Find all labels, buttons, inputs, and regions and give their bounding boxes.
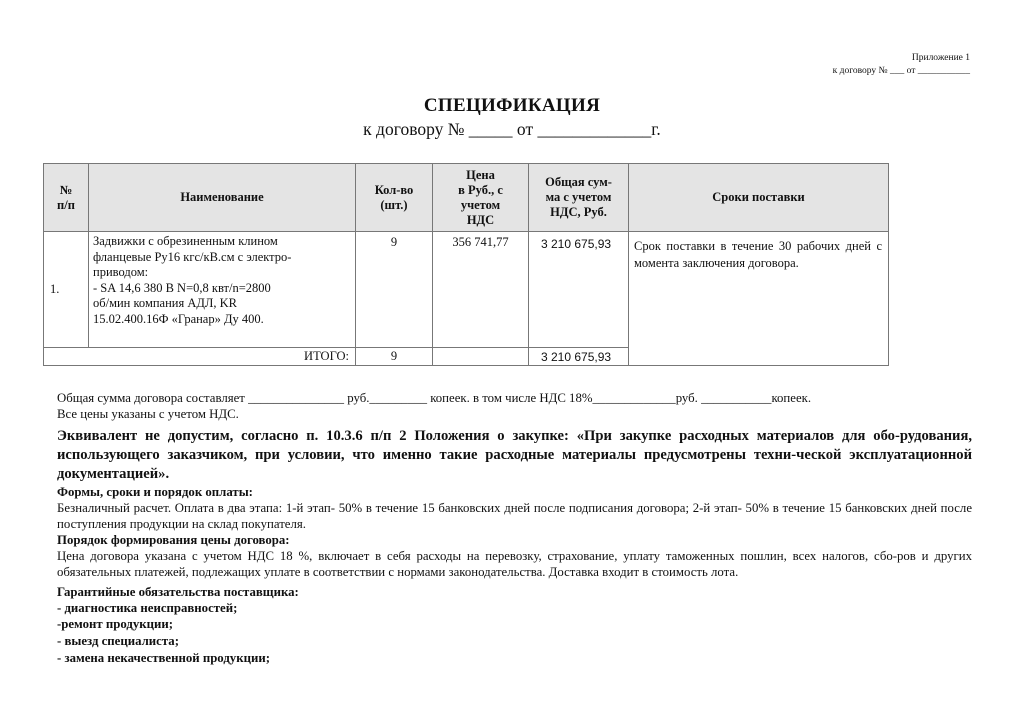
header-quantity: Кол-во (шт.) [356, 164, 433, 232]
header-name: Наименование [89, 164, 356, 232]
total-sum: 3 210 675,93 [529, 348, 629, 366]
contract-sum-line: Общая сумма договора составляет _______________ руб._________ копеек. в том числе НДС 18%_____________руб. ___________копеек. [57, 391, 812, 405]
appendix-number: Приложение 1 [911, 53, 970, 63]
total-quantity: 9 [356, 348, 433, 366]
appendix-reference [833, 52, 970, 78]
equivalent-note: Эквивалент не допустим, согласно п. 10.3.6 п/п 2 Положения о закупке: «При закупке расходных материалов для обо-рудования, использующего заказчиком, при условии, что именно такие расходные материалы предусмотрены техни-ческой эксплуатационной документацией». [57, 428, 972, 482]
warranty-item: -ремонт продукции; [57, 617, 174, 631]
header-total-sum: Общая сум- ма с учетом НДС, Руб. [529, 164, 629, 232]
total-label: ИТОГО: [44, 348, 356, 366]
header-price: Цена в Руб., с учетом НДС [433, 164, 529, 232]
header-delivery-terms: Сроки поставки [629, 164, 889, 232]
row-number: 1. [44, 232, 89, 348]
table-header-row [44, 164, 889, 232]
row-item-name: Задвижки с обрезиненным клином фланцевые Ру16 кгс/кВ.см с электро- приводом: - SA 14,6 380 В N=0,8 квт/n=2800 об/мин компания АДЛ, KR 15.02.400.16Ф «Гранар» Ду 400. [89, 232, 356, 348]
warranty-heading: Гарантийные обязательства поставщика: [57, 585, 299, 599]
payment-text: Безналичный расчет. Оплата в два этапа: 1-й этап- 50% в течение 15 банковских дней после подписания договора; 2-й этап- 50% в течение 15 банковских дней после поступления продукции на склад покупателя. [57, 501, 972, 531]
pricing-heading: Порядок формирования цены договора: [57, 533, 290, 547]
payment-heading: Формы, сроки и порядок оплаты: [57, 485, 253, 499]
warranty-item: - диагностика неисправностей; [57, 601, 238, 615]
header-number: № п/п [44, 164, 89, 232]
total-price-empty [433, 348, 529, 366]
row-total-sum: 3 210 675,93 [529, 232, 629, 348]
table-row [44, 232, 889, 348]
warranty-item: - выезд специалиста; [57, 634, 179, 648]
warranty-item: - замена некачественной продукции; [57, 651, 270, 665]
row-price: 356 741,77 [433, 232, 529, 348]
specification-table [43, 163, 889, 366]
row-delivery-terms: Срок поставки в течение 30 рабочих дней с момента заключения договора. [629, 232, 889, 366]
document-title: СПЕЦИФИКАЦИЯ [423, 95, 601, 116]
prices-note: Все цены указаны с учетом НДС. [57, 407, 239, 421]
document-subtitle: к договору № _____ от _____________г. [363, 119, 661, 139]
appendix-contract-ref: к договору № ___ от ___________ [832, 66, 970, 76]
row-quantity: 9 [356, 232, 433, 348]
pricing-text: Цена договора указана с учетом НДС 18 %, включает в себя расходы на перевозку, страхование, уплату таможенных пошлин, всех налогов, сбо-ров и других обязательных платежей, подлежащих уплате в соответствии с нормами законодательства. Доставка входит в стоимость лота. [57, 549, 972, 579]
